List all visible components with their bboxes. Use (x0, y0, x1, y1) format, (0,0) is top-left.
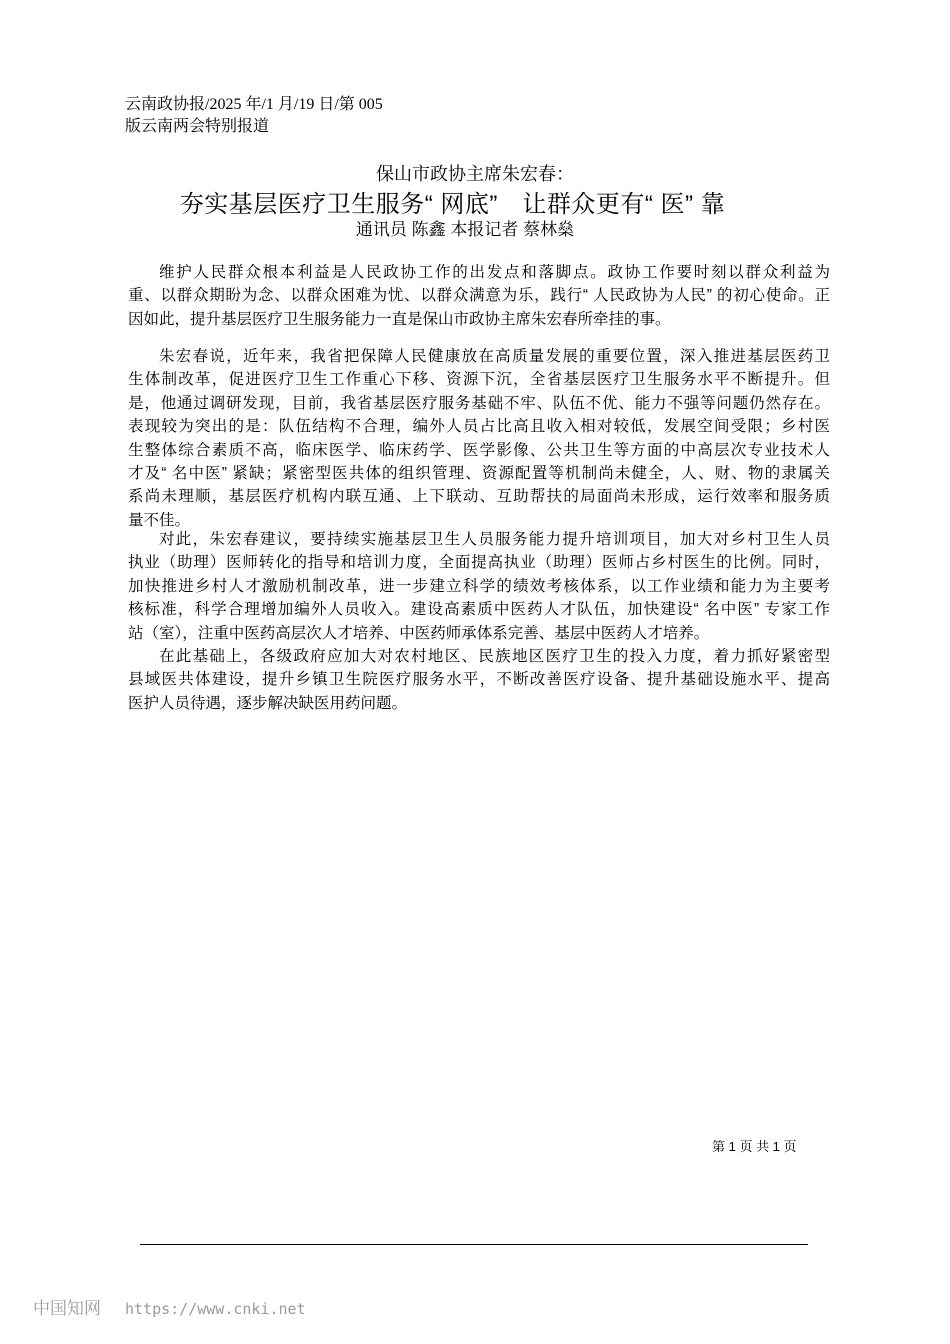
article-byline: 通讯员 陈鑫 本报记者 蔡林燊 (355, 220, 575, 239)
paragraph-2 (128, 345, 830, 532)
page-number: 第 1 页 共 1 页 (712, 1139, 797, 1154)
text-line: 才及“ 名中医” 紧缺；紧密型医共体的组织管理、资源配置等机制尚未健全，人、财、物的隶属关 (128, 464, 830, 482)
text-line: 表现较为突出的是：队伍结构不合理，编外人员占比高且收入相对较低，发展空间受限；乡村医 (128, 418, 830, 436)
text-line: 站（室），注重中医药高层次人才培养、中医药师承体系完善、基层中医药人才培养。 (128, 624, 710, 642)
text-line: 加快推进乡村人才激励机制改革，进一步建立科学的绩效考核体系，以工作业绩和能力为主要考 (128, 577, 830, 595)
text-line: 重、以群众期盼为念、以群众困难为忧、以群众满意为乐，践行“ 人民政协为人民” 的初心使命。正 (128, 287, 830, 305)
cnki-logo: 中国知网 (33, 1299, 101, 1318)
text-line: 朱宏春说，近年来，我省把保障人民健康放在高质量发展的重要位置，深入推进基层医药卫 (159, 348, 830, 365)
article-title: 夯实基层医疗卫生服务“ 网底” 让群众更有“ 医” 靠 (179, 191, 726, 218)
text-line: 在此基础上，各级政府应加大对农村地区、民族地区医疗卫生的投入力度，着力抓好紧密型 (159, 648, 830, 665)
article-subtitle: 保山市政协主席朱宏春： (376, 164, 574, 184)
source-line-2: 版云南两会特别报道 (125, 118, 270, 135)
text-line: 对此，朱宏春建议，要持续实施基层卫生人员服务能力提升培训项目，加大对乡村卫生人员 (159, 531, 830, 548)
text-line: 生整体综合素质不高，临床医学、临床药学、医学影像、公共卫生等方面的中高层次专业技术人 (128, 441, 830, 459)
footer-divider (140, 1244, 808, 1245)
source-line-1: 云南政协报/2025 年/1 月/19 日/第 005 (125, 96, 383, 113)
text-line: 生体制改革，促进医疗卫生工作重心下移、资源下沉，全省基层医疗卫生服务水平不断提升。但 (128, 371, 830, 389)
cnki-watermark (33, 1294, 306, 1319)
text-line: 县域医共体建设，提升乡镇卫生院医疗服务水平，不断改善医疗设备、提升基础设施水平、提高 (128, 671, 830, 689)
text-line: 核标准，科学合理增加编外人员收入。建设高素质中医药人才队伍，加快建设“ 名中医” 专家工作 (128, 601, 830, 619)
text-line: 医护人员待遇，逐步解决缺医用药问题。 (128, 694, 408, 712)
paragraph-1 (128, 261, 830, 331)
text-line: 是，他通过调研发现，目前，我省基层医疗服务基础不牢、队伍不优、能力不强等问题仍然存在。 (128, 394, 830, 412)
cnki-url[interactable]: https://www.cnki.net (125, 1300, 306, 1318)
text-line: 维护人民群众根本利益是人民政协工作的出发点和落脚点。政协工作要时刻以群众利益为 (159, 264, 830, 281)
text-line: 执业（助理）医师转化的指导和培训力度，全面提高执业（助理）医师占乡村医生的比例。同时， (128, 554, 830, 572)
text-line: 系尚未理顺，基层医疗机构内联互通、上下联动、互助帮扶的局面尚未形成，运行效率和服务质 (128, 488, 830, 506)
text-line: 量不佳。 (128, 511, 191, 529)
text-line: 因如此，提升基层医疗卫生服务能力一直是保山市政协主席朱宏春所牵挂的事。 (128, 310, 671, 328)
paragraph-3 (128, 528, 830, 645)
paragraph-4 (128, 645, 830, 715)
